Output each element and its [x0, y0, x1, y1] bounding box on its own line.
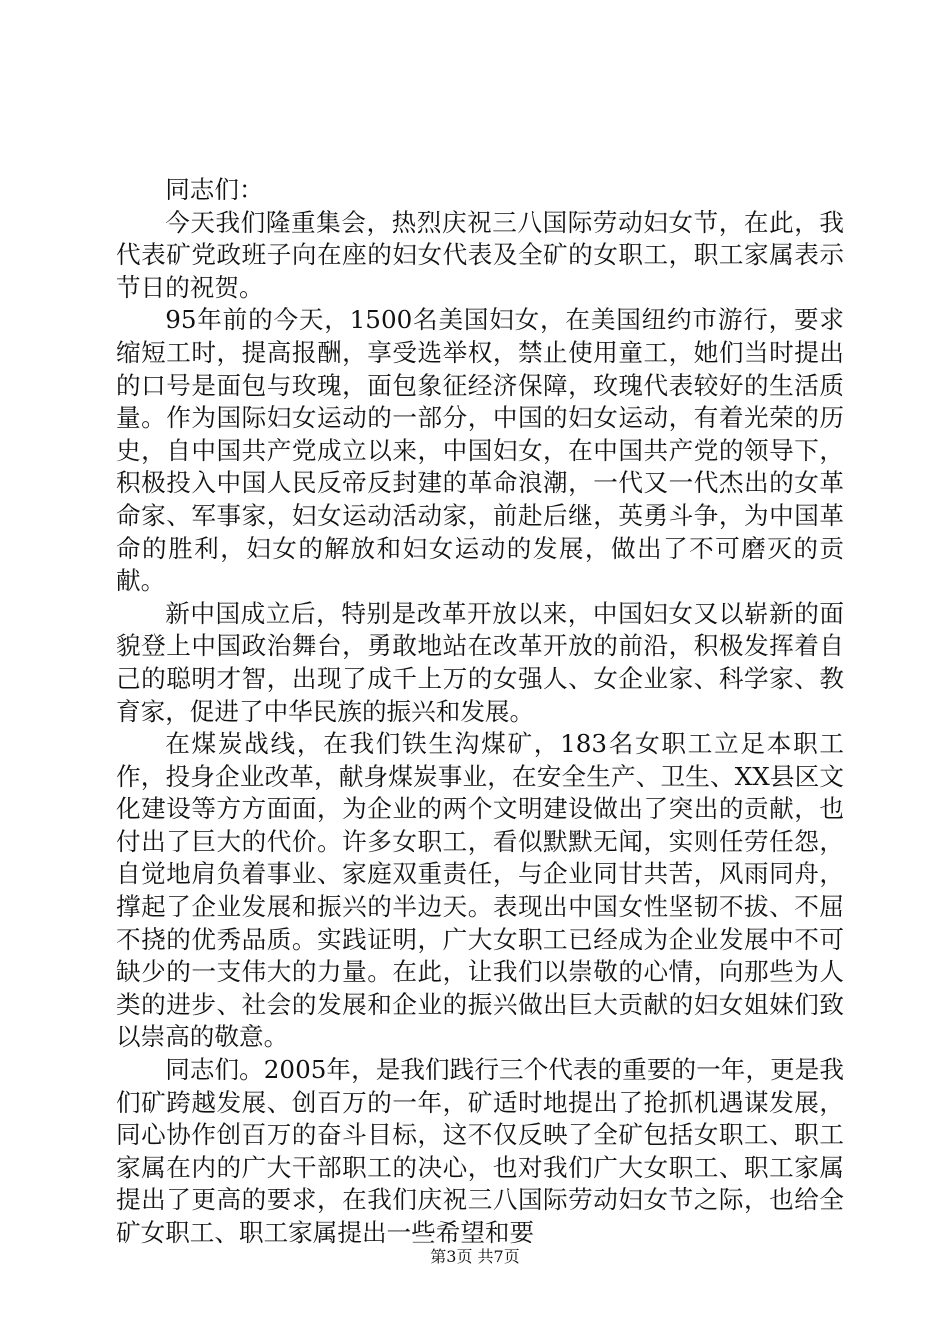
coal-front-paragraph: 在煤炭战线，在我们铁生沟煤矿，183名女职工立足本职工作，投身企业改革，献身煤炭事业，在安全生产、卫生、XX县区文化建设等方方面面，为企业的两个文明建设做出了突出的贡献，也付出了巨大的代价。许多女职工，看似默默无闻，实则任劳任怨，自觉地肩负着事业、家庭双重责任，与企业同甘共苦，风雨同舟，撑起了企业发展和振兴的半边天。表现出中国女性坚韧不拔、不屈不挠的优秀品质。实践证明，广大女职工已经成为企业发展中不可缺少的一支伟大的力量。在此，让我们以崇敬的心情，向那些为人类的进步、社会的发展和企业的振兴做出巨大贡献的妇女姐妹们致以崇高的敬意。: [116, 729, 844, 1052]
new-china-paragraph: 新中国成立后，特别是改革开放以来，中国妇女又以崭新的面貌登上中国政治舞台，勇敢地站在改革开放的前沿，积极发挥着自己的聪明才智，出现了成千上万的女强人、女企业家、科学家、教育家，促进了中华民族的振兴和发展。: [116, 598, 844, 726]
greeting-paragraph: 今天我们隆重集会，热烈庆祝三八国际劳动妇女节，在此，我代表矿党政班子向在座的妇女代表及全矿的女职工，职工家属表示节日的祝贺。: [116, 207, 844, 302]
speech-body: [116, 174, 844, 1250]
history-paragraph: 95年前的今天，1500名美国妇女，在美国纽约市游行，要求缩短工时，提高报酬，享受选举权，禁止使用童工，她们当时提出的口号是面包与玫瑰，面包象征经济保障，玫瑰代表较好的生活质量。作为国际妇女运动的一部分，中国的妇女运动，有着光荣的历史，自中国共产党成立以来，中国妇女，在中国共产党的领导下，积极投入中国人民反帝反封建的革命浪潮，一代又一代杰出的女革命家、军事家，妇女运动活动家，前赴后继，英勇斗争，为中国革命的胜利，妇女的解放和妇女运动的发展，做出了不可磨灭的贡献。: [116, 305, 844, 596]
salutation-paragraph: 同志们：: [165, 175, 264, 204]
page-number-footer: 第3页 共7页: [430, 1247, 520, 1266]
goals-paragraph: 同志们。2005年，是我们践行三个代表的重要的一年，更是我们矿跨越发展、创百万的一年，矿适时地提出了抢抓机遇谋发展，同心协作创百万的奋斗目标，这不仅反映了全矿包括女职工、职工家属在内的广大干部职工的决心，也对我们广大女职工、职工家属提出了更高的要求，在我们庆祝三八国际劳动妇女节之际，也给全矿女职工、职工家属提出一些希望和要: [116, 1055, 844, 1247]
